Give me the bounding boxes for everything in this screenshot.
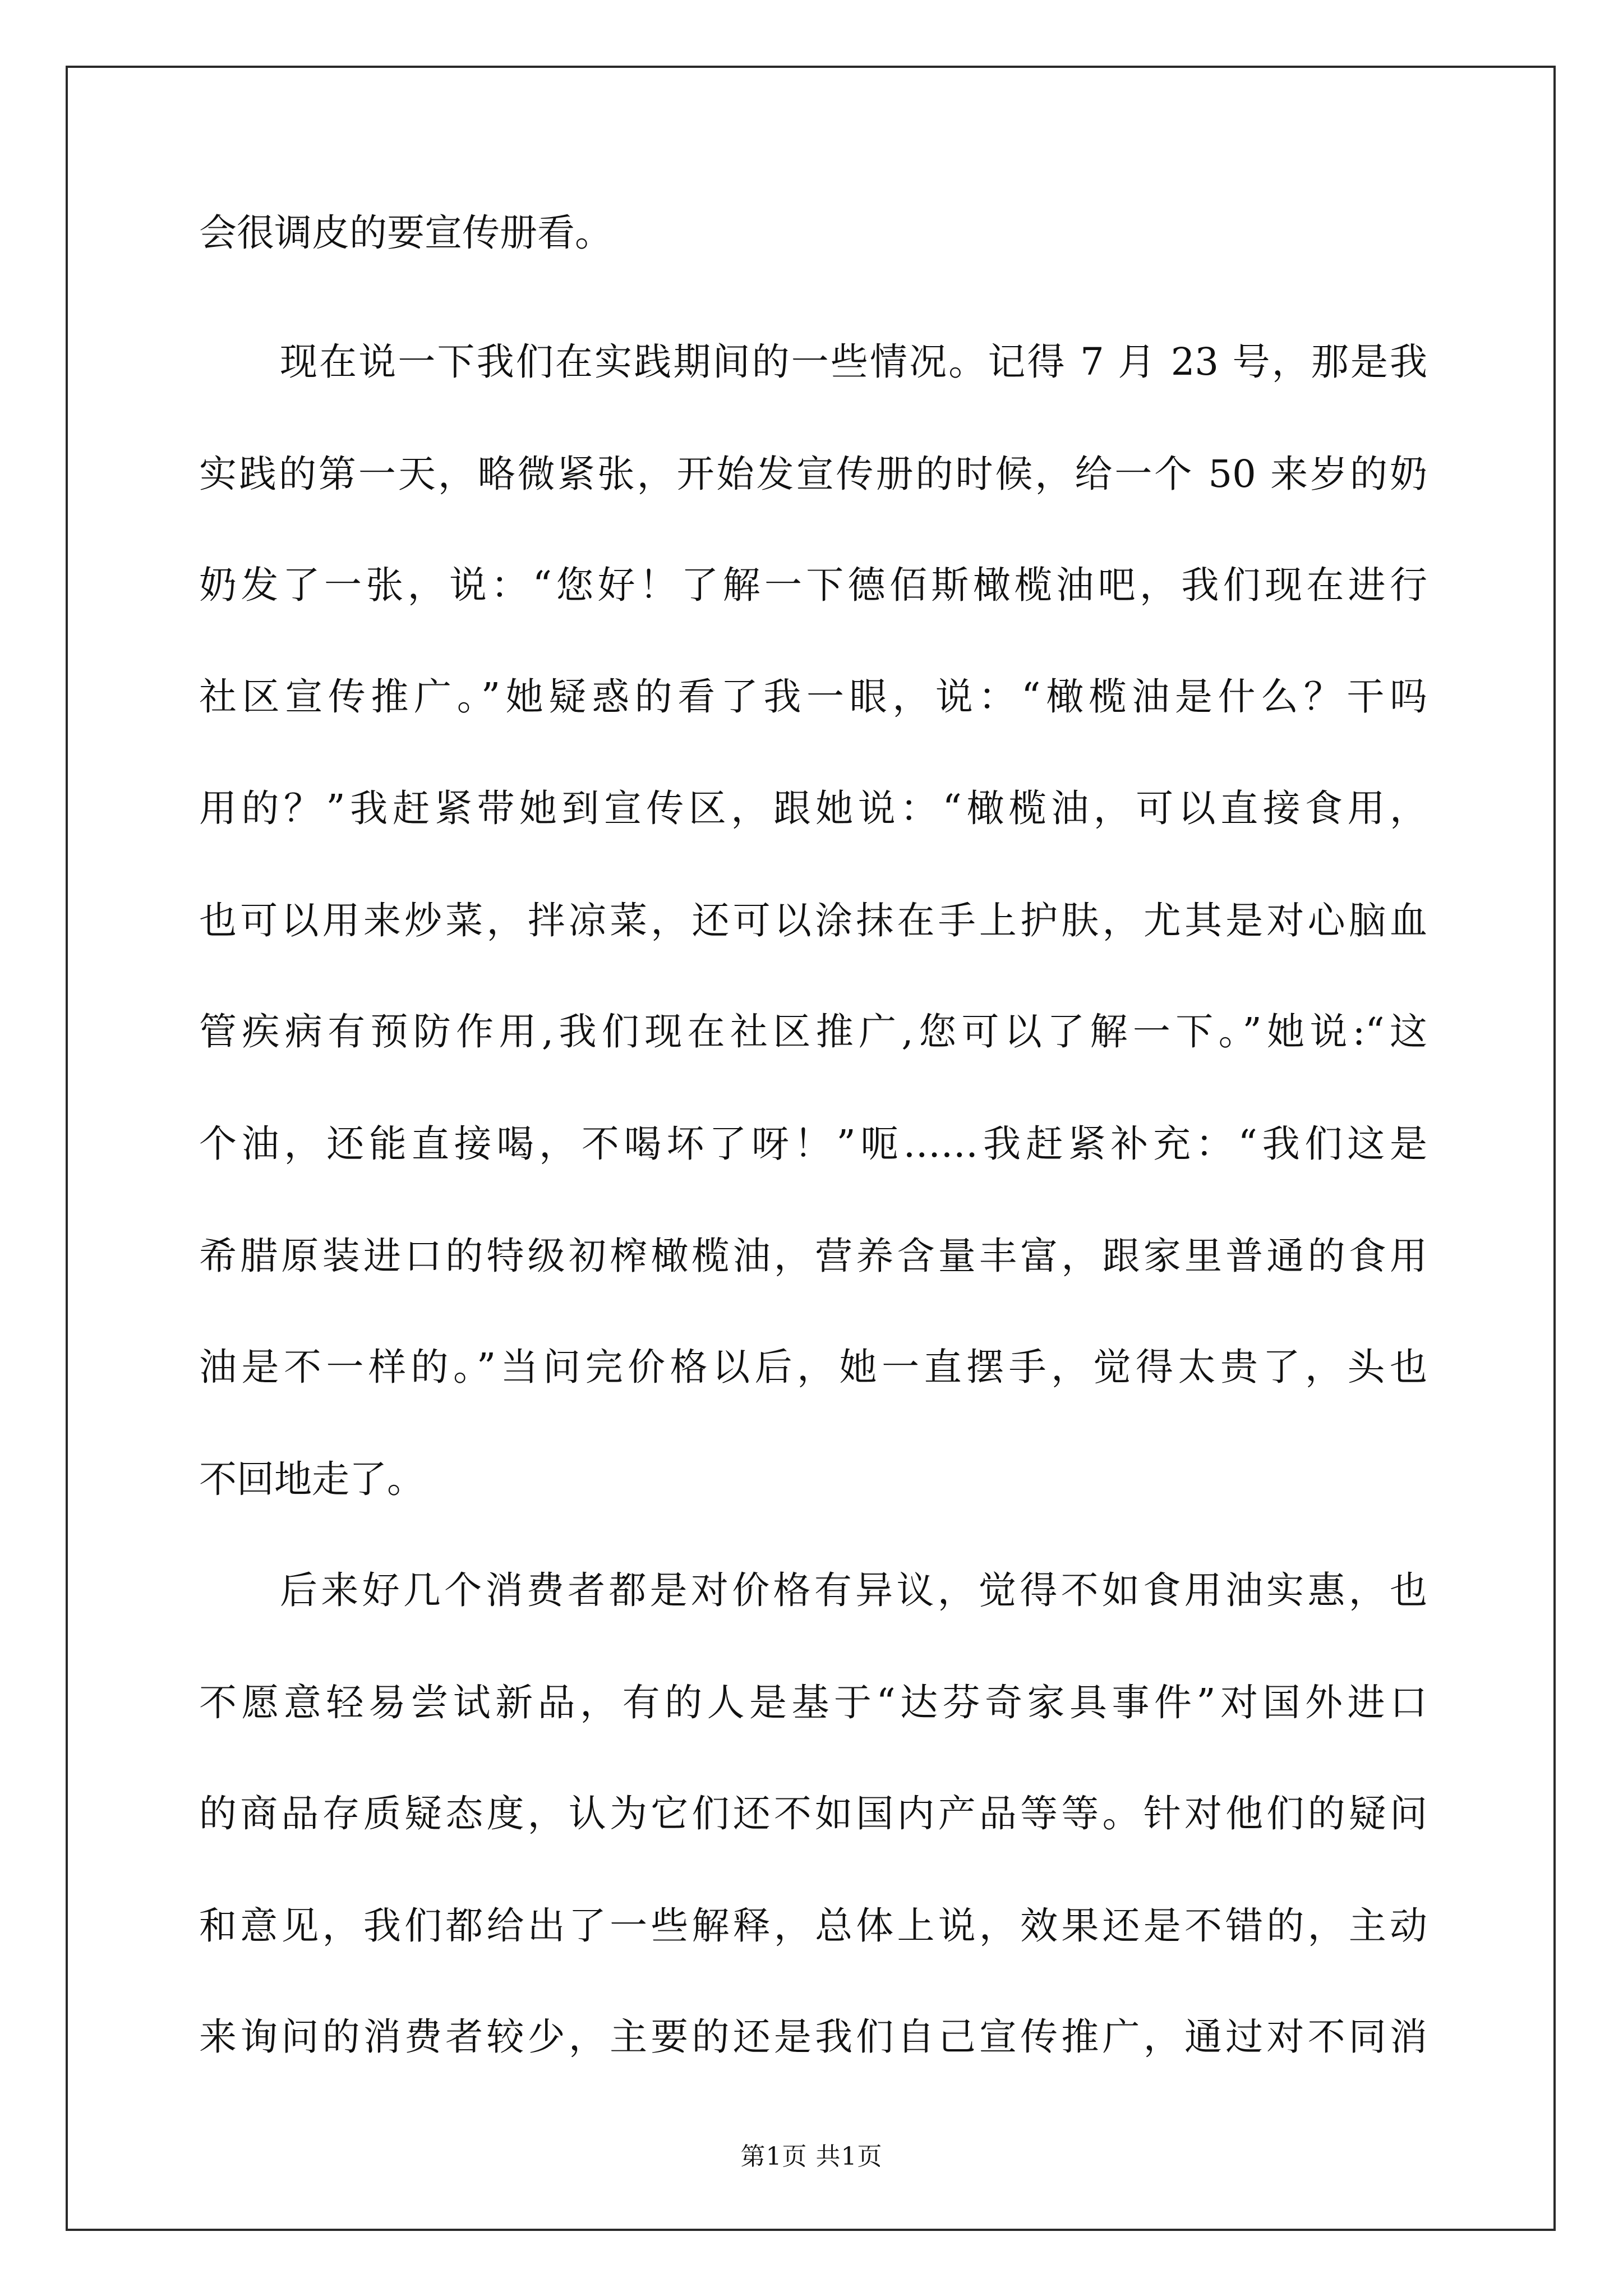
text-line: 奶发了一张，说：“您好！了解一下德佰斯橄榄油吧，我们现在进行	[199, 563, 1427, 607]
text-line: 油是不一样的。”当问完价格以后，她一直摆手，觉得太贵了，头也	[199, 1345, 1427, 1389]
text-line: 不愿意轻易尝试新品，有的人是基于“达芬奇家具事件”对国外进口	[199, 1681, 1427, 1724]
text-line: 用的？”我赶紧带她到宣传区，跟她说：“橄榄油，可以直接食用，	[199, 786, 1427, 830]
text-line: 的商品存质疑态度，认为它们还不如国内产品等等。针对他们的疑问	[199, 1792, 1427, 1835]
text-line: 管疾病有预防作用,我们现在社区推广,您可以了解一下。”她说:“这	[199, 1010, 1427, 1053]
text-line: 希腊原装进口的特级初榨橄榄油，营养含量丰富，跟家里普通的食用	[199, 1234, 1427, 1278]
text-line: 社区宣传推广。”她疑惑的看了我一眼，说：“橄榄油是什么？干吗	[199, 675, 1427, 719]
page-number: 第1页 共1页	[740, 2142, 883, 2171]
text-line: 会很调皮的要宣传册看。	[199, 211, 612, 255]
text-line: 个油，还能直接喝，不喝坏了呀！”呃……我赶紧补充：“我们这是	[199, 1122, 1427, 1166]
paragraph-first-line: 现在说一下我们在实践期间的一些情况。记得 7 月 23 号，那是我	[280, 340, 1427, 384]
paragraph-first-line: 后来好几个消费者都是对价格有异议，觉得不如食用油实惠，也	[280, 1568, 1427, 1612]
text-line: 来询问的消费者较少，主要的还是我们自己宣传推广，通过对不同消	[199, 2015, 1427, 2059]
text-line: 也可以用来炒菜，拌凉菜，还可以涂抹在手上护肤，尤其是对心脑血	[199, 899, 1427, 942]
text-line: 实践的第一天，略微紧张，开始发宣传册的时候，给一个 50 来岁的奶	[199, 452, 1427, 496]
text-line: 和意见，我们都给出了一些解释，总体上说，效果还是不错的，主动	[199, 1904, 1427, 1948]
text-line: 不回地走了。	[199, 1457, 425, 1501]
